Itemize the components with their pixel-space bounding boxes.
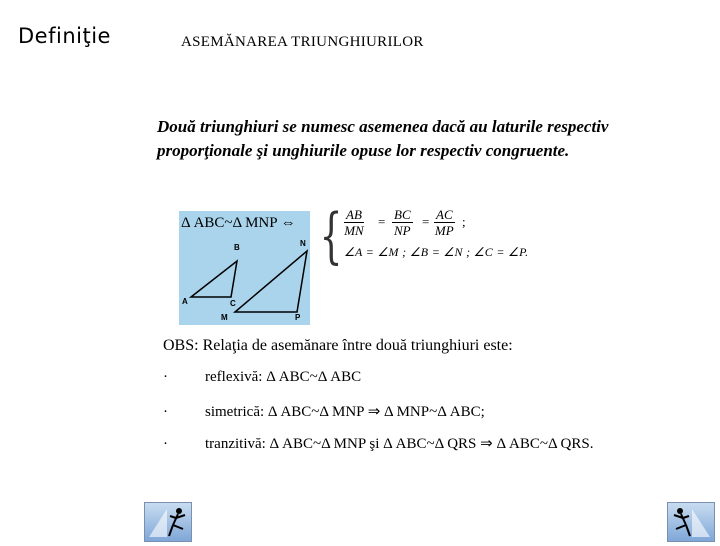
formula-terminator: ; xyxy=(462,214,466,229)
vertex-m-label: M xyxy=(221,313,228,322)
bullet: · xyxy=(163,369,168,385)
fraction-ab-mn xyxy=(344,207,364,238)
similarity-notation: Δ ABC~Δ MNP ⇔ xyxy=(181,215,296,231)
kicking-figure-icon xyxy=(668,503,714,541)
triangle-abc xyxy=(191,261,237,297)
equals-sign: = xyxy=(422,214,430,229)
definition-text xyxy=(157,115,717,163)
fraction-numerator: AB xyxy=(346,207,362,222)
bullet: · xyxy=(163,404,168,420)
fraction-denominator: NP xyxy=(394,223,411,238)
property-transitive xyxy=(163,434,593,453)
triangle-mnp xyxy=(235,251,307,312)
left-brace-icon: { xyxy=(319,201,343,271)
vertex-b-label: B xyxy=(234,243,240,252)
prev-slide-button[interactable] xyxy=(144,502,192,542)
vertex-p-label: P xyxy=(295,313,301,322)
property-text: reflexivă: Δ ABC~Δ ABC xyxy=(205,369,362,385)
fraction-denominator: MP xyxy=(434,223,454,238)
sidebar-title: Definiţie xyxy=(18,24,111,48)
definition-line-2: proporţionale şi unghiurile opuse lor respectiv congruente. xyxy=(157,141,570,160)
bullet: · xyxy=(163,436,168,452)
property-text: tranzitivă: Δ ABC~Δ MNP şi Δ ABC~Δ QRS ⇒ Δ ABC~Δ QRS. xyxy=(205,436,594,452)
property-symmetric xyxy=(163,402,485,421)
property-reflexive xyxy=(163,369,361,386)
equals-sign: = xyxy=(378,214,386,229)
slide-title: ASEMĂNAREA TRIUNGHIURILOR xyxy=(181,34,424,50)
fraction-numerator: BC xyxy=(394,207,411,222)
obs-intro: OBS: Relaţia de asemănare între două triunghiuri este: xyxy=(163,337,513,354)
next-slide-button[interactable] xyxy=(667,502,715,542)
vertex-n-label: N xyxy=(300,239,306,248)
fraction-denominator: MN xyxy=(344,223,364,238)
vertex-a-label: A xyxy=(182,297,188,306)
kicking-figure-icon xyxy=(145,503,191,541)
property-text: simetrică: Δ ABC~Δ MNP ⇒ Δ MNP~Δ ABC; xyxy=(205,404,485,420)
fraction-ac-mp xyxy=(434,207,455,238)
definition-line-1: Două triunghiuri se numesc asemenea dacă au laturile respectiv xyxy=(157,117,609,136)
vertex-c-label: C xyxy=(230,299,236,308)
fraction-numerator: AC xyxy=(436,207,453,222)
fraction-bc-np xyxy=(392,207,413,238)
angle-congruences: ∠A = ∠M ; ∠B = ∠N ; ∠C = ∠P. xyxy=(344,245,529,259)
